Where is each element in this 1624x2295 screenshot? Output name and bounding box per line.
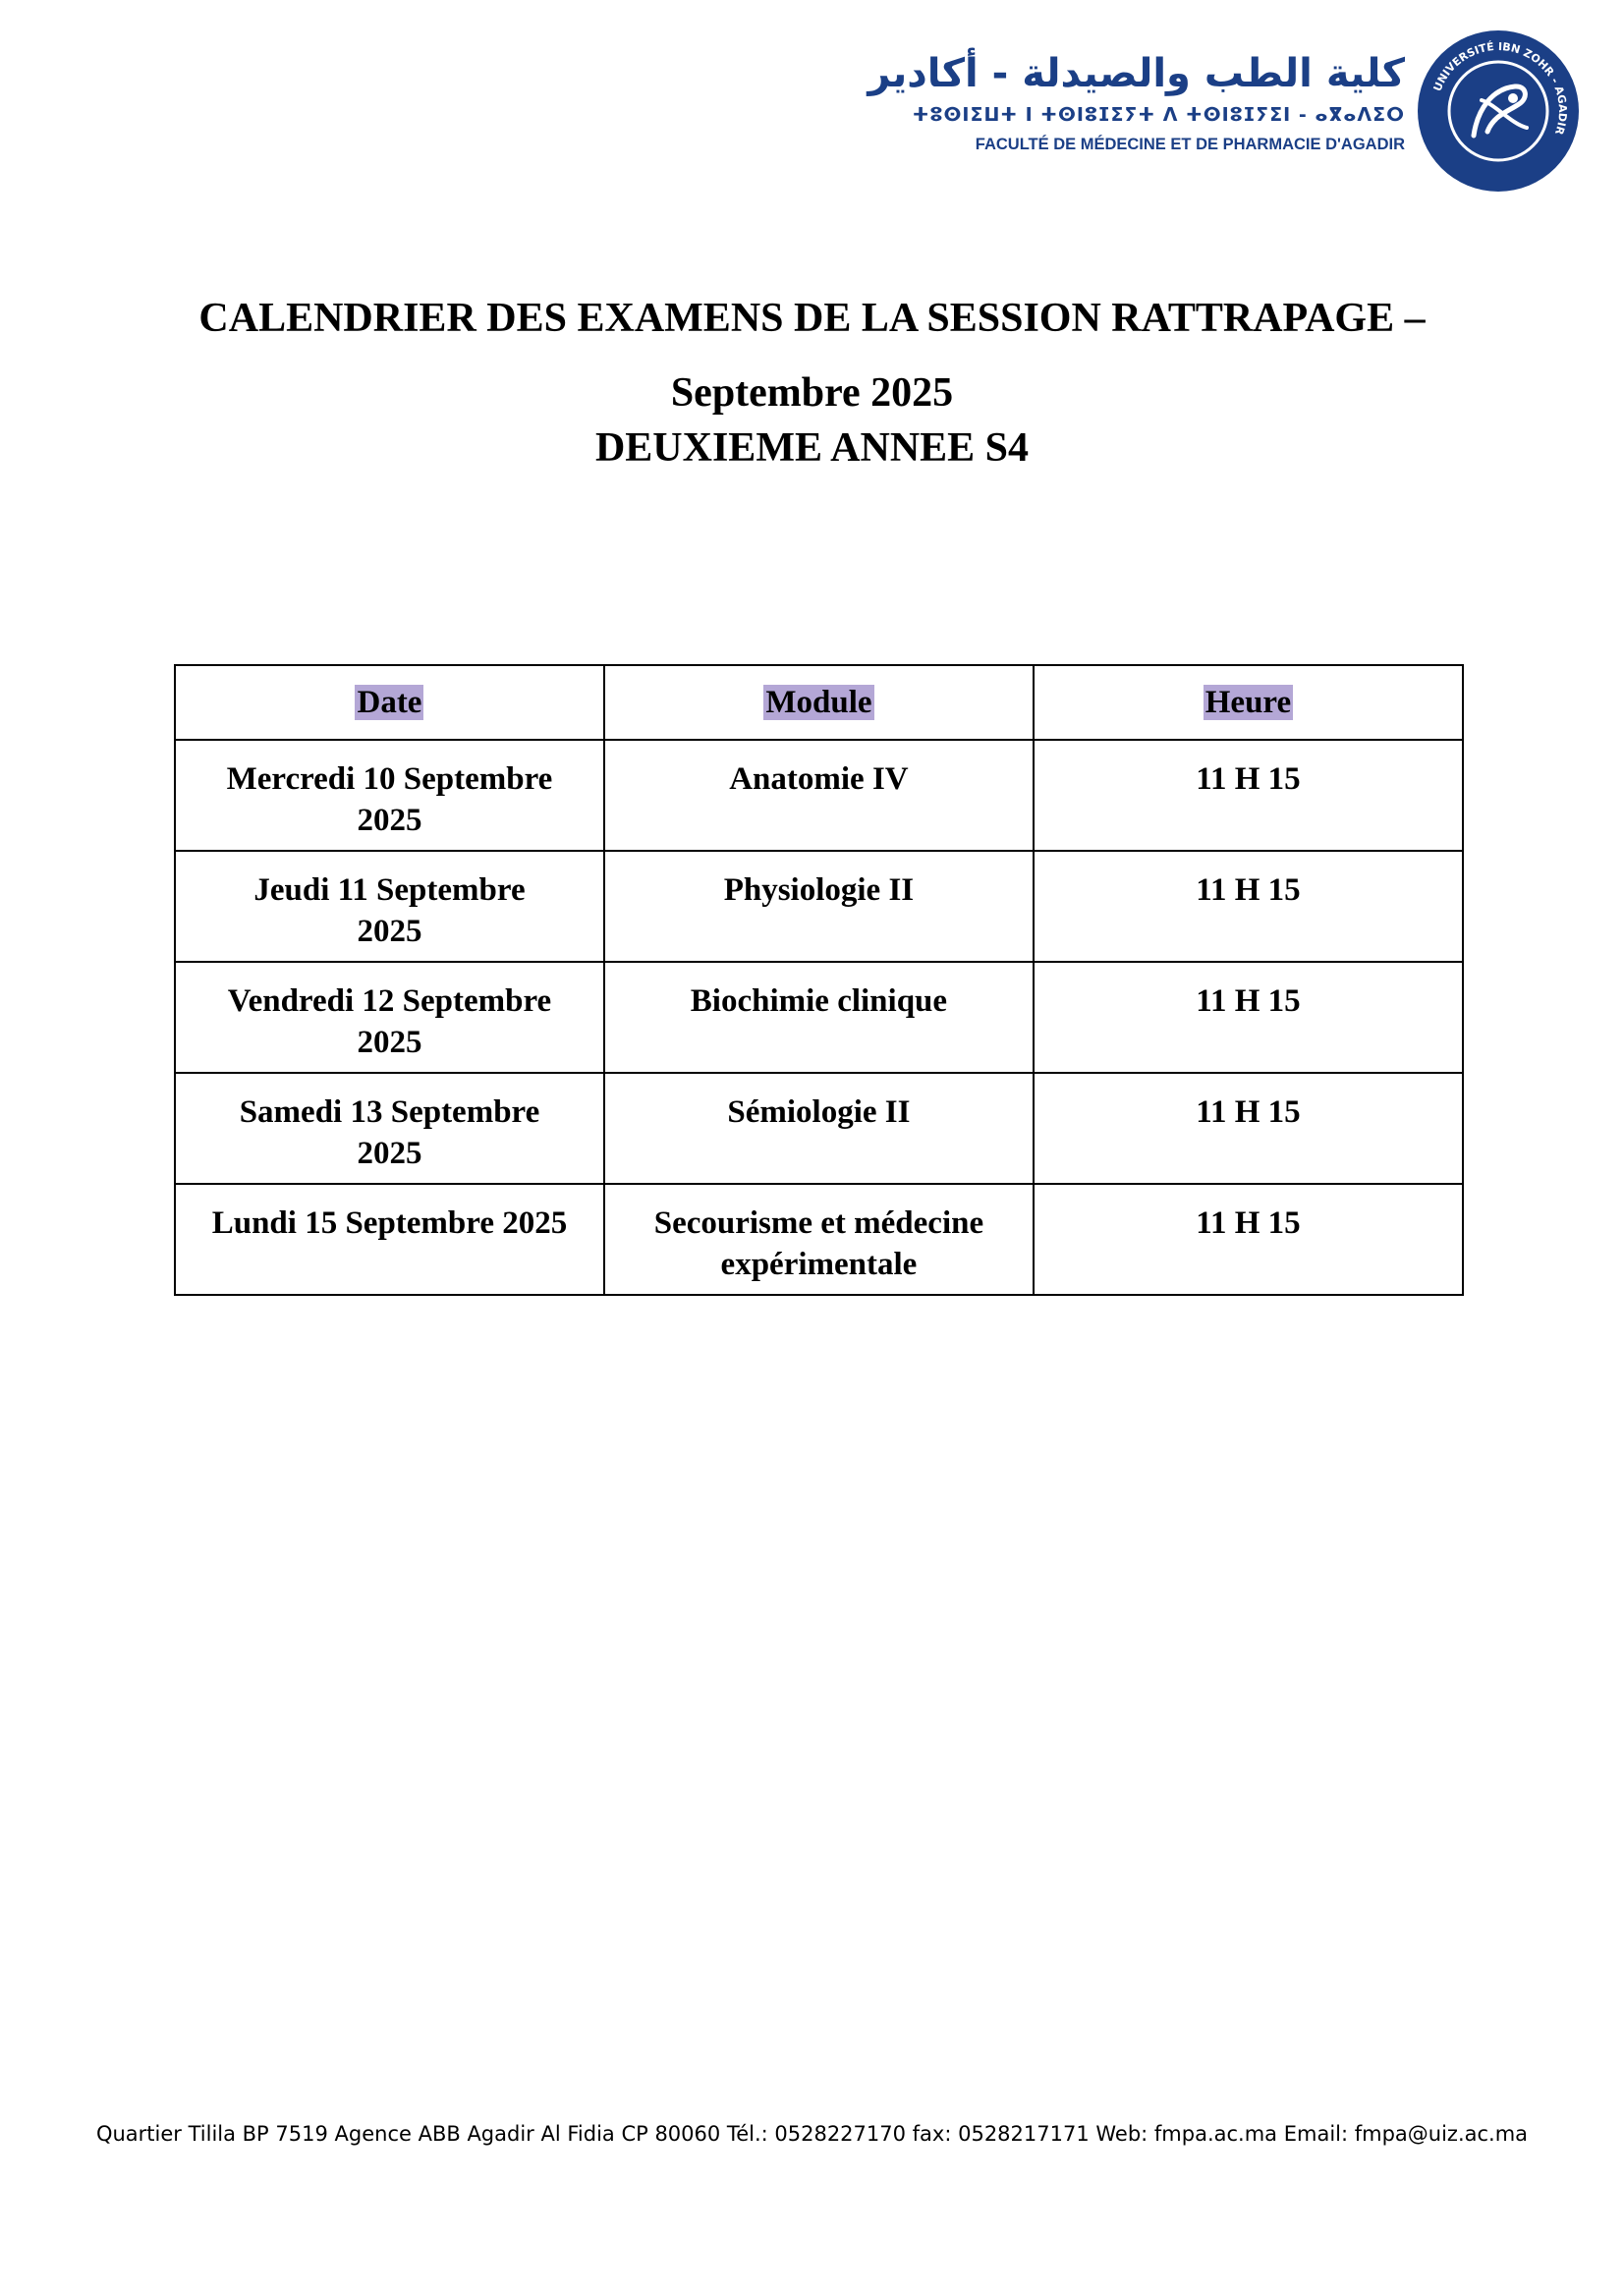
heure-cell: 11 H 15: [1034, 962, 1463, 1073]
svg-text:UNIVERSITÉ IBN ZOHR - AGADIR: UNIVERSITÉ IBN ZOHR - AGADIR: [1430, 39, 1570, 137]
heure-cell: 11 H 15: [1034, 851, 1463, 962]
logo-french-name: FACULTÉ DE MÉDECINE ET DE PHARMACIE D'AGADIR: [975, 136, 1405, 153]
page-title-line3: DEUXIEME ANNEE S4: [594, 425, 1030, 471]
module-cell: Sémiologie II: [604, 1073, 1034, 1184]
heure-cell: 11 H 15: [1034, 1073, 1463, 1184]
faculty-logo: [868, 29, 1592, 196]
module-cell: Biochimie clinique: [604, 962, 1034, 1073]
page-title-line1: CALENDRIER DES EXAMENS DE LA SESSION RATTRAPAGE –: [198, 296, 1426, 341]
exam-schedule-table: [174, 664, 1464, 1296]
date-cell: Lundi 15 Septembre 2025: [175, 1184, 604, 1295]
heure-cell: 11 H 15: [1034, 1184, 1463, 1295]
column-header-module: Module: [604, 665, 1034, 740]
heure-cell: 11 H 15: [1034, 740, 1463, 851]
table-row: [175, 962, 1463, 1073]
module-cell: Secourisme et médecine expérimentale: [604, 1184, 1034, 1295]
logo-tifinagh-name: ⵜⵓⵙⵏⵉⵡⵜ ⵏ ⵜⵙⵏⵓⵊⵉⵢⵜ ⴷ ⵜⵙⵏⵓⵊⵢⵉⵏ - ⴰⴳⴰⴷⵉⵔ: [912, 104, 1405, 126]
table-header-row: [175, 665, 1463, 740]
date-cell: Jeudi 11 Septembre 2025: [175, 851, 604, 962]
date-cell: Samedi 13 Septembre 2025: [175, 1073, 604, 1184]
module-cell: Anatomie IV: [604, 740, 1034, 851]
table-row: [175, 1073, 1463, 1184]
table-row: [175, 1184, 1463, 1295]
table-row: [175, 851, 1463, 962]
column-header-date: Date: [175, 665, 604, 740]
table-row: [175, 740, 1463, 851]
university-seal-icon: [1417, 29, 1580, 193]
logo-arabic-name: كلية الطب والصيدلة - أكادير: [868, 51, 1405, 96]
column-header-heure: Heure: [1034, 665, 1463, 740]
date-cell: Mercredi 10 Septembre 2025: [175, 740, 604, 851]
date-cell: Vendredi 12 Septembre 2025: [175, 962, 604, 1073]
module-cell: Physiologie II: [604, 851, 1034, 962]
page-title-line2: Septembre 2025: [670, 370, 954, 416]
footer-contact-info: Quartier Tilila BP 7519 Agence ABB Agadir Al Fidia CP 80060 Tél.: 0528227170 fax: 0528217171 Web: fmpa.ac.ma Email: fmpa@uiz.ac.ma: [95, 2122, 1529, 2146]
